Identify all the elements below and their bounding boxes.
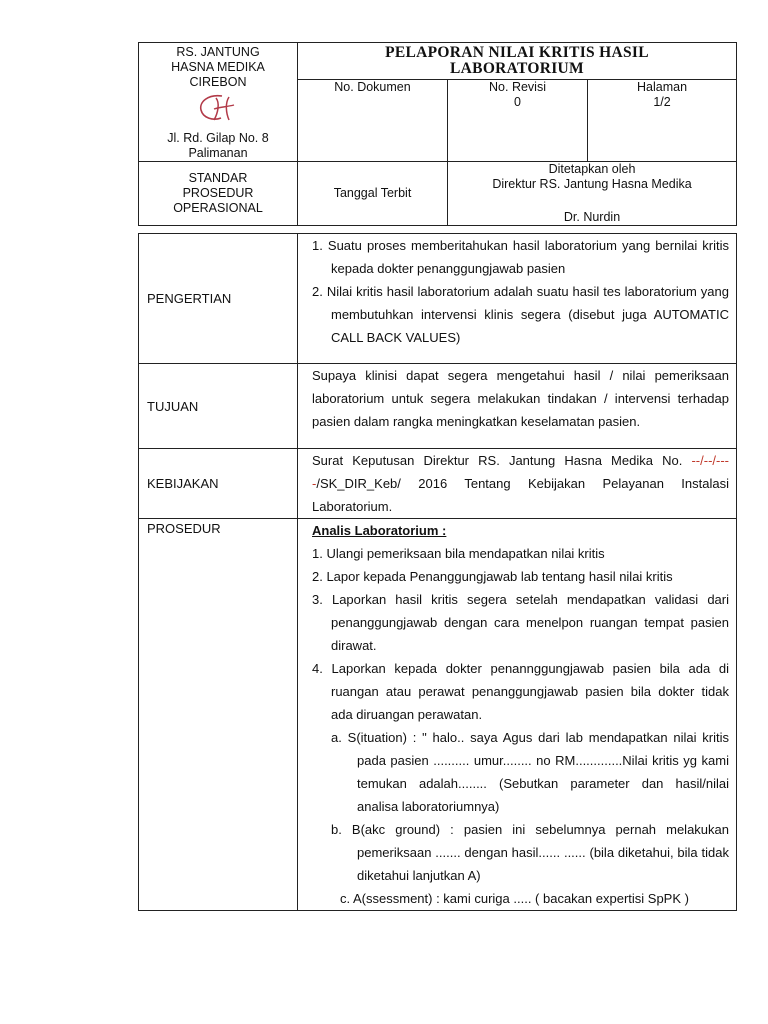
document-title-line2: LABORATORIUM [450,60,584,77]
prosedur-heading: Analis Laboratorium : [312,523,447,538]
no-revisi-value: 0 [514,94,521,109]
prosedur-label: PROSEDUR [139,519,298,911]
hospital-name-1: RS. JANTUNG [176,45,260,59]
kebijakan-text-before: Surat Keputusan Direktur RS. Jantung Hasna Medika No. [312,453,692,468]
kebijakan-number-placeholder: --/--/---- [312,453,729,491]
prosedur-sub-b: b. B(akc ground) : pasien ini sebelumnya pernah melakukan pemeriksaan ....... dengan hasil...... ...... (bila diketahui, bila tidak diketahui lanjutkan A) [331,822,729,883]
halaman-cell [588,79,737,161]
prosedur-step-1: 1. Ulangi pemeriksaan bila mendapatkan nilai kritis [312,546,605,561]
sop-line1: STANDAR [188,171,248,185]
ditetapkan-cell [448,162,737,226]
pengertian-item-1: 1. Suatu proses memberitahukan hasil laboratorium yang bernilai kritis kepada dokter penanggungjawab pasien [312,238,729,276]
no-revisi-label: No. Revisi [489,79,546,94]
hospital-name-3: CIREBON [189,75,247,89]
kebijakan-text [312,449,729,518]
prosedur-step-3: 3. Laporkan hasil kritis segera setelah mendapatkan validasi dari penanggungjawab dengan cara menelpon ruangan tempat pasien dirawat. [312,592,729,653]
tujuan-text: Supaya klinisi dapat segera mengetahui hasil / nilai pemeriksaan laboratorium untuk segera melakukan tindakan / intervensi terhadap pasien dalam rangka meningkatkan keselamatan pasien. [312,368,729,429]
document-header-grid [138,42,737,226]
pengertian-body [298,234,737,364]
prosedur-sub-a: a. S(ituation) : " halo.. saya Agus dari lab mendapatkan nilai kritis pada pasien .......... umur........ no RM.............Nilai kritis yg kami temukan adalah........ (Sebutkan parameter dan hasil/nilai analisa laboratoriumnya) [331,730,729,814]
hospital-address-2: Palimanan [188,146,248,160]
prosedur-sub-c: c. A(ssessment) : kami curiga ..... ( bacakan expertisi SpPK ) [340,891,689,906]
document-title [298,43,737,80]
prosedur-step-4: 4. Laporkan kepada dokter penannggungjawab pasien bila ada di ruangan atau perawat penanggungjawab pasien bila dokter tidak ada diruangan perawatan. [312,661,729,722]
sop-cell [139,162,298,226]
prosedur-body [298,519,737,911]
kebijakan-text-after: /SK_DIR_Keb/ 2016 Tentang Kebijakan Pelayanan Instalasi Laboratorium. [312,476,729,514]
no-dokumen-label: No. Dokumen [334,79,411,94]
tujuan-row [139,364,737,449]
kebijakan-body [298,449,737,519]
ditetapkan-name: Dr. Nurdin [563,210,621,224]
sop-content-table [138,233,737,911]
sop-line3: OPERASIONAL [173,201,263,215]
prosedur-row [139,519,737,911]
ditetapkan-line1: Ditetapkan oleh [548,162,636,176]
tujuan-label: TUJUAN [139,364,298,449]
hospital-name-2: HASNA MEDIKA [171,60,265,74]
hospital-address-1: Jl. Rd. Gilap No. 8 [167,131,269,145]
document-title-line1: PELAPORAN NILAI KRITIS HASIL [385,44,649,61]
sop-line2: PROSEDUR [182,186,254,200]
pengertian-row [139,234,737,364]
kebijakan-label: KEBIJAKAN [139,449,298,519]
halaman-value: 1/2 [653,94,671,109]
kebijakan-row [139,449,737,519]
prosedur-step-2: 2. Lapor kepada Penanggungjawab lab tentang hasil nilai kritis [312,569,673,584]
halaman-label: Halaman [637,79,688,94]
tanggal-terbit-cell [298,162,448,226]
no-revisi-cell [448,79,588,161]
no-dokumen-cell [298,79,448,161]
pengertian-label: PENGERTIAN [139,234,298,364]
tanggal-terbit-label: Tanggal Terbit [333,186,412,200]
pengertian-item-2: 2. Nilai kritis hasil laboratorium adalah suatu hasil tes laboratorium yang membutuhkan intervensi klinis segera (disebut juga AUTOMATIC CALL BACK VALUES) [312,284,729,345]
hospital-identity-block [139,43,298,162]
tujuan-body [298,364,737,449]
hospital-emblem-icon [196,93,240,123]
ditetapkan-line2: Direktur RS. Jantung Hasna Medika [492,177,692,191]
